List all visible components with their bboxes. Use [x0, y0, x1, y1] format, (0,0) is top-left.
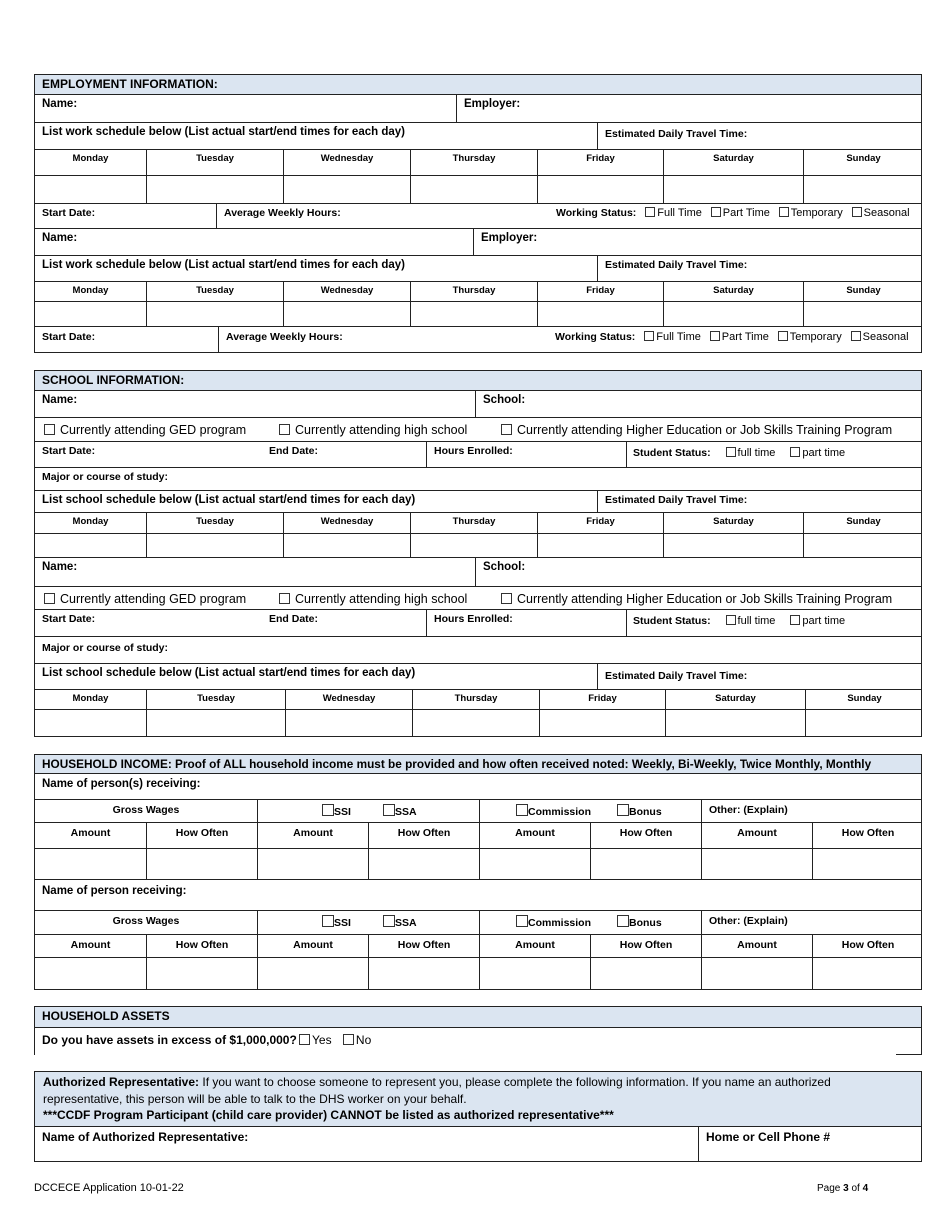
time-entry-cell[interactable] — [410, 534, 537, 557]
school-times-row-2 — [34, 709, 922, 737]
income-entry-cell[interactable] — [479, 958, 590, 989]
day-header: Saturday — [663, 282, 803, 301]
school-dates-cell-2 — [35, 610, 426, 636]
ssa-checkbox[interactable]: SSA — [383, 915, 417, 929]
work-schedule-label-2: List work schedule below (List actual start/end times for each day) — [42, 259, 405, 271]
how-often-header — [146, 823, 257, 848]
employer-field[interactable]: Employer: — [456, 95, 921, 122]
school-name-row-2 — [34, 557, 922, 587]
day-header: Friday — [537, 513, 663, 533]
income-entry-cell[interactable] — [35, 958, 146, 989]
start-date-field[interactable]: Start Date: — [42, 207, 96, 219]
income-entry-cell[interactable] — [812, 849, 923, 879]
part-time-checkbox[interactable]: Part Time — [711, 207, 770, 219]
day-header: Monday — [72, 153, 109, 164]
day-header: Friday — [537, 150, 663, 175]
income-entry-cell[interactable] — [812, 958, 923, 989]
high-school-checkbox[interactable]: Currently attending high school — [279, 423, 467, 437]
income-entry-cell[interactable] — [368, 849, 479, 879]
time-entry-cell[interactable] — [539, 710, 665, 736]
ged-checkbox[interactable]: Currently attending GED program — [44, 423, 246, 437]
time-entry-cell[interactable] — [805, 710, 923, 736]
amount-header — [257, 935, 368, 957]
work-days-header-2 — [34, 281, 922, 302]
how-often-label: How Often — [175, 939, 229, 951]
assets-yes-checkbox[interactable]: Yes — [299, 1033, 332, 1047]
time-entry-cell[interactable] — [412, 710, 539, 736]
amount-header — [35, 935, 146, 957]
amount-label: Amount — [70, 939, 111, 951]
school-start-date-2[interactable]: Start Date: — [42, 613, 96, 625]
temporary-checkbox[interactable]: Temporary — [779, 207, 843, 219]
how-often-label: How Often — [619, 939, 673, 951]
time-entry-cell[interactable] — [35, 710, 146, 736]
hours-enrolled-field[interactable]: Hours Enrolled: — [426, 442, 626, 467]
school-travel-time-field[interactable]: Estimated Daily Travel Time: — [597, 491, 921, 512]
income-entry-cell[interactable] — [701, 958, 812, 989]
time-entry-cell[interactable] — [663, 176, 803, 203]
work-times-row-2 — [34, 301, 922, 327]
income-types-row — [34, 799, 922, 823]
representative-info: Authorized Representative: If you want to choose someone to represent you, please complete the following information. If you name an authorized representative, this person will be able to talk to the DHS worker on your behalf. ***CCDF Program Participant (child care provider) CANNOT be listed as authorized representative*** — [34, 1071, 922, 1127]
time-entry-cell[interactable] — [410, 302, 537, 326]
assets-no-checkbox[interactable]: No — [343, 1033, 371, 1047]
student-status-field: Student Status: full time part time — [626, 442, 921, 467]
income-type-group — [35, 800, 257, 822]
amount-header — [701, 935, 812, 957]
income-types-row-2 — [34, 910, 922, 935]
employer-field-2[interactable]: Employer: — [473, 229, 921, 255]
ssi-checkbox[interactable]: SSI — [322, 915, 351, 929]
ged-checkbox-2[interactable]: Currently attending GED program — [44, 592, 246, 606]
time-entry-cell[interactable] — [537, 534, 663, 557]
school-days-header-2 — [34, 689, 922, 710]
temporary-checkbox-2[interactable]: Temporary — [778, 331, 842, 343]
income-columns-row — [34, 822, 922, 849]
working-status-label-2: Working Status: — [555, 331, 636, 343]
ssa-checkbox[interactable]: SSA — [383, 804, 417, 818]
how-often-label: How Often — [175, 827, 229, 839]
income-header: HOUSEHOLD INCOME: Proof of ALL household income must be provided and how often received noted: Weekly, Bi-Weekly, Twice Monthly, Monthly — [34, 754, 922, 774]
gross-wages-label: Gross Wages — [112, 804, 180, 816]
page-number: Page 3 of 4 — [817, 1183, 869, 1194]
income-type-group — [479, 911, 701, 934]
employment-header: EMPLOYMENT INFORMATION: — [34, 74, 922, 95]
amount-label: Amount — [515, 827, 555, 839]
full-time-student-checkbox[interactable]: full time — [726, 447, 776, 459]
employment-name-row — [34, 94, 922, 123]
work-schedule-row — [34, 122, 922, 150]
student-name-field[interactable]: Name: — [42, 394, 78, 406]
how-often-header — [812, 935, 923, 957]
form-id: DCCECE Application 10-01-22 — [34, 1182, 184, 1194]
commission-checkbox[interactable]: Commission — [516, 915, 591, 929]
income-values-row — [34, 848, 922, 880]
day-header: Tuesday — [146, 513, 283, 533]
school-schedule-label-2: List school schedule below (List actual start/end times for each day) — [42, 667, 416, 679]
school-dates-row-2 — [34, 609, 922, 637]
time-entry-cell[interactable] — [283, 534, 410, 557]
school-name-row — [34, 390, 922, 418]
full-time-checkbox-2[interactable]: Full Time — [644, 331, 701, 343]
time-entry-cell[interactable] — [663, 534, 803, 557]
day-header: Sunday — [803, 513, 923, 533]
school-header: SCHOOL INFORMATION: — [34, 370, 922, 391]
other-explain-label: Other: (Explain) — [709, 804, 788, 816]
amount-header — [257, 823, 368, 848]
income-values-row-2 — [34, 957, 922, 990]
school-end-date[interactable]: End Date: — [269, 445, 319, 457]
income-entry-cell[interactable] — [146, 958, 257, 989]
day-header: Friday — [537, 282, 663, 301]
day-header: Thursday — [410, 150, 537, 175]
how-often-label: How Often — [841, 939, 895, 951]
time-entry-cell[interactable] — [663, 302, 803, 326]
time-entry-cell[interactable] — [803, 302, 923, 326]
how-often-label: How Often — [841, 827, 895, 839]
weekly-hours-field[interactable]: Average Weekly Hours: Working Status: Full Time Part Time Temporary Seasonal — [216, 204, 921, 228]
day-header: Sunday — [805, 690, 923, 709]
school-schedule-row-2 — [34, 663, 922, 690]
school-field-2[interactable]: School: — [475, 558, 921, 586]
representative-phone-field[interactable]: Home or Cell Phone # — [698, 1127, 921, 1161]
income-name-row-2[interactable]: Name of person receiving: — [34, 879, 922, 911]
school-program-row — [34, 417, 922, 442]
day-header: Monday — [72, 285, 109, 296]
time-entry-cell[interactable] — [537, 302, 663, 326]
how-often-header — [368, 935, 479, 957]
how-often-header — [368, 823, 479, 848]
amount-label: Amount — [737, 827, 777, 839]
school-travel-time-field-2[interactable]: Estimated Daily Travel Time: — [597, 664, 921, 689]
seasonal-checkbox[interactable]: Seasonal — [852, 207, 910, 219]
part-time-checkbox-2[interactable]: Part Time — [710, 331, 769, 343]
student-status-field-2: Student Status: full time part time — [626, 610, 921, 636]
representative-fields-row — [34, 1126, 922, 1162]
day-header: Thursday — [410, 513, 537, 533]
income-type-group — [257, 911, 479, 934]
day-header: Sunday — [803, 282, 923, 301]
part-time-student-checkbox[interactable]: part time — [790, 447, 845, 459]
amount-header — [35, 823, 146, 848]
amount-header — [701, 823, 812, 848]
time-entry-cell[interactable] — [283, 176, 410, 203]
income-entry-cell[interactable] — [479, 849, 590, 879]
income-entry-cell[interactable] — [590, 849, 701, 879]
assets-question-row: Do you have assets in excess of $1,000,000? Yes No — [34, 1027, 922, 1055]
amount-label: Amount — [515, 939, 555, 951]
commission-checkbox[interactable]: Commission — [516, 804, 591, 818]
school-times-row — [34, 533, 922, 558]
income-entry-cell[interactable] — [257, 958, 368, 989]
day-header: Tuesday — [146, 150, 283, 175]
income-entry-cell[interactable] — [701, 849, 812, 879]
time-entry-cell[interactable] — [283, 302, 410, 326]
how-often-label: How Often — [397, 827, 451, 839]
school-dates-row — [34, 441, 922, 468]
working-status-label: Working Status: — [556, 207, 637, 219]
travel-time-field[interactable]: Estimated Daily Travel Time: — [597, 123, 921, 149]
higher-ed-checkbox[interactable]: Currently attending Higher Education or Job Skills Training Program — [501, 423, 892, 437]
day-header: Wednesday — [283, 282, 410, 301]
time-entry-cell[interactable] — [803, 176, 923, 203]
school-start-date[interactable]: Start Date: — [42, 445, 96, 457]
income-entry-cell[interactable] — [35, 849, 146, 879]
major-row[interactable]: Major or course of study: — [34, 467, 922, 491]
other-explain-label: Other: (Explain) — [709, 915, 788, 927]
seasonal-checkbox-2[interactable]: Seasonal — [851, 331, 909, 343]
work-times-row — [34, 175, 922, 204]
weekly-hours-field-2[interactable]: Average Weekly Hours: Working Status: Full Time Part Time Temporary Seasonal — [218, 327, 921, 352]
day-header: Wednesday — [283, 513, 410, 533]
bonus-checkbox[interactable]: Bonus — [617, 915, 662, 929]
travel-time-field-2[interactable]: Estimated Daily Travel Time: — [597, 256, 921, 281]
high-school-checkbox-2[interactable]: Currently attending high school — [279, 592, 467, 606]
time-entry-cell[interactable] — [35, 176, 146, 203]
school-program-row-2 — [34, 586, 922, 610]
bonus-checkbox[interactable]: Bonus — [617, 804, 662, 818]
part-time-student-checkbox-2[interactable]: part time — [790, 615, 845, 627]
day-header: Saturday — [663, 513, 803, 533]
day-header: Wednesday — [283, 150, 410, 175]
school-end-date-2[interactable]: End Date: — [269, 613, 319, 625]
student-name-field-2[interactable]: Name: — [42, 561, 78, 573]
day-header: Monday — [72, 516, 109, 527]
day-header: Saturday — [663, 150, 803, 175]
hours-enrolled-field-2[interactable]: Hours Enrolled: — [426, 610, 626, 636]
start-date-field-2[interactable]: Start Date: — [42, 331, 96, 343]
amount-header — [479, 823, 590, 848]
income-type-group — [701, 911, 923, 934]
how-often-label: How Often — [619, 827, 673, 839]
day-header: Sunday — [803, 150, 923, 175]
income-type-group — [701, 800, 923, 822]
amount-label: Amount — [293, 827, 333, 839]
income-columns-row-2 — [34, 934, 922, 958]
income-type-group — [479, 800, 701, 822]
work-days-header — [34, 149, 922, 176]
school-schedule-row — [34, 490, 922, 513]
work-schedule-label: List work schedule below (List actual start/end times for each day) — [42, 126, 405, 138]
amount-label: Amount — [737, 939, 777, 951]
amount-label: Amount — [293, 939, 333, 951]
how-often-label: How Often — [397, 939, 451, 951]
day-header: Thursday — [412, 690, 539, 709]
ssi-checkbox[interactable]: SSI — [322, 804, 351, 818]
employment-status-row — [34, 203, 922, 229]
day-header: Wednesday — [285, 690, 412, 709]
how-often-header — [146, 935, 257, 957]
time-entry-cell[interactable] — [146, 710, 285, 736]
day-header: Friday — [539, 690, 665, 709]
gross-wages-label: Gross Wages — [112, 915, 180, 927]
assets-bottom-rule — [896, 1054, 922, 1055]
work-schedule-row-2 — [34, 255, 922, 282]
higher-ed-checkbox-2[interactable]: Currently attending Higher Education or Job Skills Training Program — [501, 592, 892, 606]
employment-name-row-2 — [34, 228, 922, 256]
day-header: Tuesday — [146, 690, 285, 709]
employment-status-row-2 — [34, 326, 922, 353]
day-header: Thursday — [410, 282, 537, 301]
time-entry-cell[interactable] — [665, 710, 805, 736]
income-type-group — [257, 800, 479, 822]
time-entry-cell[interactable] — [146, 302, 283, 326]
representative-name-field[interactable]: Name of Authorized Representative: — [42, 1130, 249, 1144]
day-header: Saturday — [665, 690, 805, 709]
amount-header — [479, 935, 590, 957]
amount-label: Amount — [70, 827, 111, 839]
school-field[interactable]: School: — [475, 391, 921, 417]
time-entry-cell[interactable] — [285, 710, 412, 736]
employee-name-field[interactable]: Name: — [42, 98, 78, 110]
income-name-row[interactable]: Name of person(s) receiving: — [34, 773, 922, 800]
major-row-2[interactable]: Major or course of study: — [34, 636, 922, 664]
employee-name-field-2[interactable]: Name: — [42, 232, 78, 244]
time-entry-cell[interactable] — [146, 176, 283, 203]
income-entry-cell[interactable] — [146, 849, 257, 879]
time-entry-cell[interactable] — [35, 534, 146, 557]
time-entry-cell[interactable] — [146, 534, 283, 557]
time-entry-cell[interactable] — [803, 534, 923, 557]
full-time-checkbox[interactable]: Full Time — [645, 207, 702, 219]
income-entry-cell[interactable] — [368, 958, 479, 989]
school-days-header — [34, 512, 922, 534]
assets-header: HOUSEHOLD ASSETS — [34, 1006, 922, 1028]
time-entry-cell[interactable] — [35, 302, 146, 326]
day-header: Monday — [72, 693, 109, 704]
income-entry-cell[interactable] — [257, 849, 368, 879]
how-often-header — [590, 823, 701, 848]
how-often-header — [812, 823, 923, 848]
full-time-student-checkbox-2[interactable]: full time — [726, 615, 776, 627]
school-schedule-label: List school schedule below (List actual start/end times for each day) — [42, 494, 416, 506]
school-dates-cell — [35, 442, 426, 467]
time-entry-cell[interactable] — [537, 176, 663, 203]
time-entry-cell[interactable] — [410, 176, 537, 203]
income-type-group — [35, 911, 257, 934]
income-entry-cell[interactable] — [590, 958, 701, 989]
day-header: Tuesday — [146, 282, 283, 301]
how-often-header — [590, 935, 701, 957]
